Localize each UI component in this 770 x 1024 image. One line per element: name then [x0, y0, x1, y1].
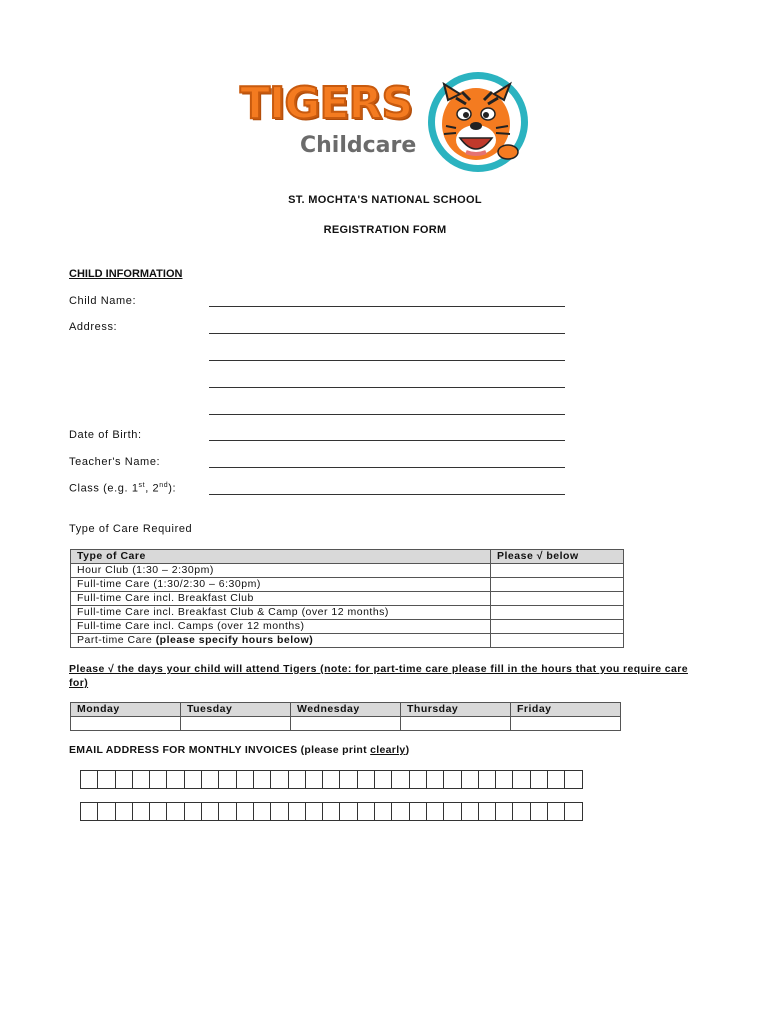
email-boxes-row-2[interactable] — [81, 802, 583, 821]
table-row: Part-time Care (please specify hours below) — [71, 634, 624, 648]
care-type-table — [70, 549, 624, 648]
table-row: Full-time Care incl. Breakfast Club — [71, 592, 624, 606]
email-char-box[interactable] — [530, 802, 548, 821]
email-char-box[interactable] — [443, 770, 461, 789]
address-field-line-2[interactable] — [209, 360, 565, 361]
teacher-label: Teacher's Name: — [69, 456, 161, 468]
day-tuesday: Tuesday — [181, 703, 291, 717]
email-char-box[interactable] — [288, 802, 306, 821]
email-char-box[interactable] — [461, 770, 479, 789]
table-row: Full-time Care incl. Camps (over 12 months) — [71, 620, 624, 634]
wednesday-cell[interactable] — [291, 717, 401, 731]
email-char-box[interactable] — [132, 802, 150, 821]
email-char-box[interactable] — [512, 770, 530, 789]
class-label: Class (e.g. 1st, 2nd): — [69, 482, 177, 495]
email-char-box[interactable] — [391, 770, 409, 789]
email-boxes-row-1[interactable] — [81, 770, 583, 789]
email-char-box[interactable] — [322, 770, 340, 789]
email-char-box[interactable] — [564, 802, 582, 821]
teacher-field[interactable] — [209, 467, 565, 468]
email-char-box[interactable] — [236, 802, 254, 821]
dob-label: Date of Birth: — [69, 429, 142, 441]
email-char-box[interactable] — [218, 802, 236, 821]
email-char-box[interactable] — [201, 802, 219, 821]
email-char-box[interactable] — [547, 802, 565, 821]
days-table — [70, 702, 621, 731]
table-row: Full-time Care incl. Breakfast Club & Camp (over 12 months) — [71, 606, 624, 620]
email-char-box[interactable] — [184, 770, 202, 789]
email-char-box[interactable] — [478, 770, 496, 789]
email-char-box[interactable] — [357, 802, 375, 821]
email-char-box[interactable] — [218, 770, 236, 789]
email-char-box[interactable] — [409, 770, 427, 789]
friday-cell[interactable] — [511, 717, 621, 731]
email-char-box[interactable] — [322, 802, 340, 821]
monday-cell[interactable] — [71, 717, 181, 731]
email-char-box[interactable] — [530, 770, 548, 789]
care-checkbox[interactable] — [491, 564, 624, 578]
email-char-box[interactable] — [201, 770, 219, 789]
email-char-box[interactable] — [426, 802, 444, 821]
email-char-box[interactable] — [149, 802, 167, 821]
child-info-heading: CHILD INFORMATION — [69, 268, 183, 280]
child-name-label: Child Name: — [69, 295, 137, 307]
care-checkbox[interactable] — [491, 634, 624, 648]
email-char-box[interactable] — [339, 770, 357, 789]
class-field[interactable] — [209, 494, 565, 495]
email-char-box[interactable] — [80, 770, 98, 789]
day-thursday: Thursday — [401, 703, 511, 717]
email-char-box[interactable] — [426, 770, 444, 789]
care-type-label: Type of Care Required — [69, 523, 193, 535]
email-char-box[interactable] — [512, 802, 530, 821]
thursday-cell[interactable] — [401, 717, 511, 731]
address-label: Address: — [69, 321, 118, 333]
email-char-box[interactable] — [305, 770, 323, 789]
email-char-box[interactable] — [97, 802, 115, 821]
form-title: REGISTRATION FORM — [323, 224, 447, 236]
email-char-box[interactable] — [495, 770, 513, 789]
school-name: ST. MOCHTA'S NATIONAL SCHOOL — [288, 194, 482, 206]
email-char-box[interactable] — [443, 802, 461, 821]
email-char-box[interactable] — [97, 770, 115, 789]
day-wednesday: Wednesday — [291, 703, 401, 717]
tigers-logo — [236, 70, 536, 175]
email-char-box[interactable] — [391, 802, 409, 821]
care-checkbox[interactable] — [491, 606, 624, 620]
email-char-box[interactable] — [409, 802, 427, 821]
email-char-box[interactable] — [495, 802, 513, 821]
email-char-box[interactable] — [236, 770, 254, 789]
email-char-box[interactable] — [288, 770, 306, 789]
email-label: EMAIL ADDRESS FOR MONTHLY INVOICES (please print clearly) — [69, 744, 410, 756]
email-char-box[interactable] — [166, 802, 184, 821]
tuesday-cell[interactable] — [181, 717, 291, 731]
email-char-box[interactable] — [132, 770, 150, 789]
email-char-box[interactable] — [547, 770, 565, 789]
care-checkbox[interactable] — [491, 592, 624, 606]
email-char-box[interactable] — [374, 802, 392, 821]
email-char-box[interactable] — [305, 802, 323, 821]
email-char-box[interactable] — [80, 802, 98, 821]
care-col-type: Type of Care — [71, 550, 491, 564]
email-char-box[interactable] — [149, 770, 167, 789]
email-char-box[interactable] — [270, 802, 288, 821]
email-char-box[interactable] — [166, 770, 184, 789]
email-char-box[interactable] — [461, 802, 479, 821]
days-instruction: Please √ the days your child will attend Tigers (note: for part-time care please fill in the hours that you require care for) — [69, 663, 688, 689]
table-row: Hour Club (1:30 – 2:30pm) — [71, 564, 624, 578]
days-input-row — [71, 717, 621, 731]
email-char-box[interactable] — [184, 802, 202, 821]
day-monday: Monday — [71, 703, 181, 717]
email-char-box[interactable] — [253, 802, 271, 821]
child-name-field[interactable] — [209, 306, 565, 307]
logo-subtitle: Childcare — [300, 133, 417, 158]
care-table-header — [71, 550, 624, 564]
email-char-box[interactable] — [270, 770, 288, 789]
email-char-box[interactable] — [564, 770, 582, 789]
care-col-check: Please √ below — [491, 550, 624, 564]
tiger-mascot-icon — [422, 70, 534, 174]
address-field-line-1[interactable] — [209, 333, 565, 334]
day-friday: Friday — [511, 703, 621, 717]
days-table-header — [71, 703, 621, 717]
table-row: Full-time Care (1:30/2:30 – 6:30pm) — [71, 578, 624, 592]
email-char-box[interactable] — [253, 770, 271, 789]
care-checkbox[interactable] — [491, 578, 624, 592]
address-field-line-3[interactable] — [209, 387, 565, 388]
email-char-box[interactable] — [478, 802, 496, 821]
email-char-box[interactable] — [374, 770, 392, 789]
care-checkbox[interactable] — [491, 620, 624, 634]
email-char-box[interactable] — [339, 802, 357, 821]
address-field-line-4[interactable] — [209, 414, 565, 415]
dob-field[interactable] — [209, 440, 565, 441]
email-char-box[interactable] — [115, 770, 133, 789]
email-char-box[interactable] — [357, 770, 375, 789]
email-char-box[interactable] — [115, 802, 133, 821]
logo-wordmark: TIGERS — [240, 78, 413, 129]
